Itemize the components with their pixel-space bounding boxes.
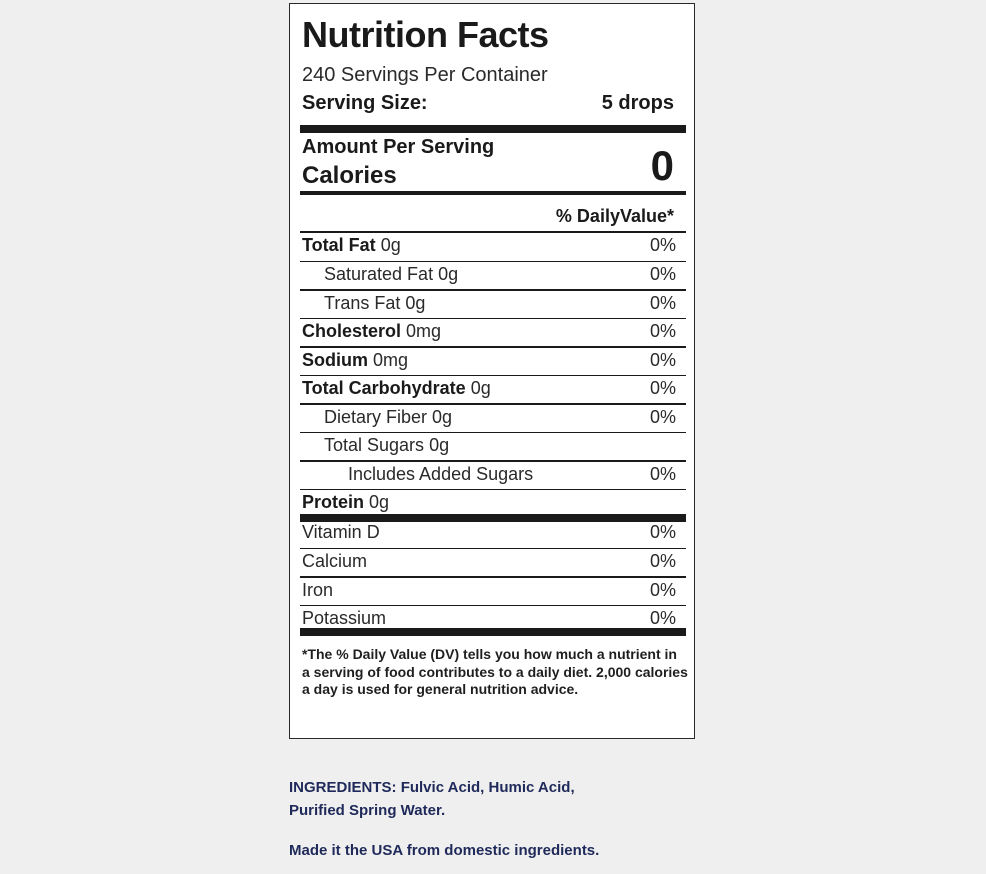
vitamin-name: Potassium: [302, 608, 387, 628]
vitamin-dv: 0%: [649, 522, 676, 542]
nutrient-dv: 0%: [649, 321, 676, 341]
vitamin-row-iron: [300, 577, 686, 606]
nutrient-label: [324, 264, 458, 285]
nutrient-dv: 0%: [649, 349, 676, 370]
nutrient-dv: 0%: [649, 406, 676, 427]
nutrient-row-total-fat: [300, 232, 686, 261]
ingredients-text: Fulvic Acid, Humic Acid, Purified Spring Water.: [289, 779, 575, 819]
calories-label: Calories: [302, 162, 397, 189]
nutrient-row-sodium: [300, 347, 686, 376]
amount-per-serving-label: Amount Per Serving: [302, 136, 495, 158]
nutrient-label: [324, 293, 425, 314]
ingredients-statement: [289, 776, 619, 822]
nutrient-amount: 0g: [470, 378, 491, 398]
nutrient-name: Total Fat: [302, 235, 376, 255]
nutrient-amount: 0g: [369, 492, 390, 512]
nutrient-name: Dietary Fiber: [324, 406, 428, 427]
medium-divider: [300, 191, 686, 195]
nutrient-label: [302, 492, 389, 513]
nutrition-facts-panel: [289, 3, 695, 739]
nutrient-name: Total Carbohydrate: [302, 378, 466, 398]
serving-size-label: Serving Size:: [302, 92, 428, 114]
nutrient-label: [324, 407, 452, 428]
nutrient-dv: 0%: [649, 235, 676, 255]
vitamin-dv: 0%: [649, 608, 676, 628]
daily-value-footnote: *The % Daily Value (DV) tells you how much a nutrient in a serving of food contributes to a daily diet. 2,000 calories a day is used for general nutrition advice.: [302, 646, 688, 697]
nutrient-dv: 0%: [649, 378, 676, 398]
nutrient-label: [324, 435, 449, 456]
vitamin-row-vitamin-d: [300, 519, 686, 548]
nutrient-label: [348, 464, 533, 485]
nutrient-amount: 0g: [405, 292, 426, 313]
ingredients-label: INGREDIENTS:: [289, 779, 397, 796]
nutrient-amount: 0g: [432, 406, 453, 427]
nutrient-row-added-sugars: [300, 461, 686, 490]
nutrient-name: Sodium: [302, 349, 368, 370]
nutrient-row-total-sugars: [300, 432, 686, 461]
nutrient-row-cholesterol: [300, 318, 686, 347]
nutrient-amount: 0mg: [406, 321, 442, 341]
nutrient-name: Saturated Fat: [324, 264, 434, 284]
nutrient-dv: 0%: [649, 264, 676, 284]
nutrient-label: [302, 378, 491, 399]
vitamin-dv: 0%: [649, 579, 676, 600]
nutrient-name: Trans Fat: [324, 292, 401, 313]
serving-size-value: 5 drops: [601, 92, 674, 114]
vitamin-row-calcium: [300, 548, 686, 577]
nutrient-dv: 0%: [649, 292, 676, 313]
vitamin-name: Iron: [302, 579, 334, 600]
nutrient-label: [302, 350, 408, 371]
thick-divider: [300, 628, 686, 636]
nutrient-amount: 0g: [429, 435, 450, 455]
nutrient-label: [302, 321, 441, 342]
nutrient-amount: 0g: [438, 264, 459, 284]
panel-title: Nutrition Facts: [302, 14, 549, 55]
thick-divider: [300, 125, 686, 133]
vitamin-name: Calcium: [302, 551, 368, 571]
nutrient-label: [302, 235, 401, 256]
nutrient-name: Includes Added Sugars: [348, 463, 534, 484]
vitamin-name: Vitamin D: [302, 522, 380, 542]
nutrient-amount: 0g: [380, 235, 401, 255]
nutrient-amount: 0mg: [373, 349, 409, 370]
nutrient-name: Total Sugars: [324, 435, 425, 455]
nutrient-row-saturated-fat: [300, 261, 686, 290]
vitamin-dv: 0%: [649, 551, 676, 571]
country-of-origin: Made it the USA from domestic ingredients.: [289, 842, 600, 859]
nutrient-name: Cholesterol: [302, 321, 402, 341]
nutrient-row-dietary-fiber: [300, 404, 686, 433]
servings-per-container: 240 Servings Per Container: [302, 64, 548, 86]
nutrient-row-trans-fat: [300, 290, 686, 319]
nutrient-name: Protein: [302, 492, 365, 512]
daily-value-header: % DailyValue*: [555, 206, 674, 226]
nutrient-dv: 0%: [649, 463, 676, 484]
nutrient-row-total-carbohydrate: [300, 375, 686, 404]
calories-value: 0: [650, 142, 674, 189]
